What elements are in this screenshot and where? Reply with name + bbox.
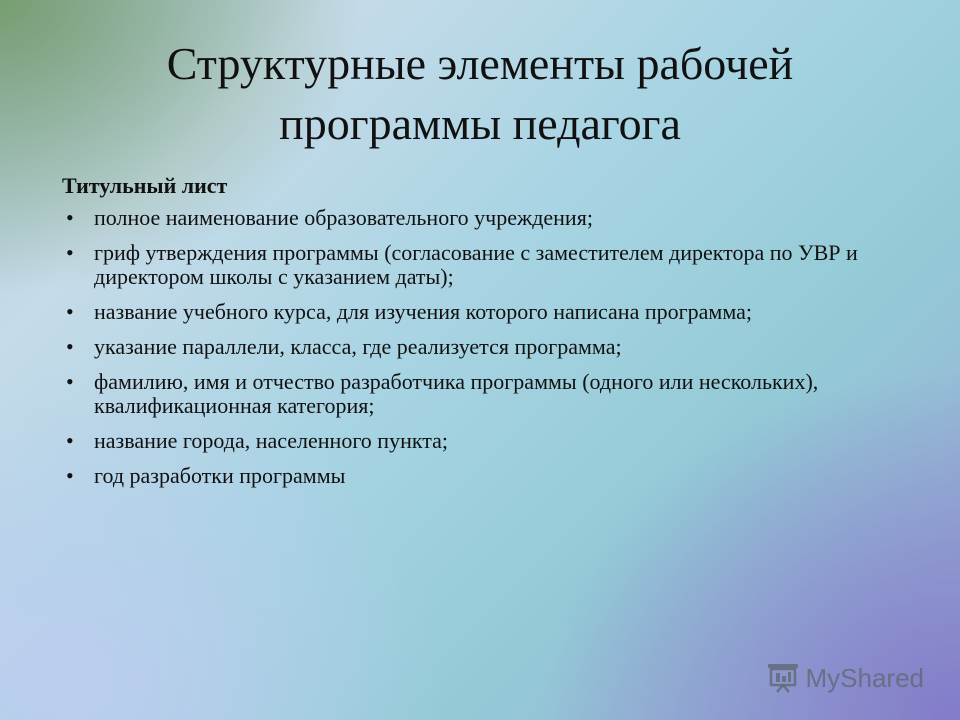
section-subheading: Титульный лист: [62, 173, 228, 198]
list-item-text: гриф утверждения программы (согласование с заместителем директора по УВР и директором школы с указанием даты);: [94, 240, 858, 289]
list-item: [62, 206, 922, 230]
slide-title: [80, 34, 880, 154]
slide-title-line-1: Структурные элементы рабочей: [166, 38, 794, 89]
bullet-marker: •: [66, 334, 74, 359]
list-item-text: фамилию, имя и отчество разработчика программы (одного или нескольких), квалификационная категория;: [94, 369, 819, 418]
list-item-text: полное наименование образовательного учреждения;: [94, 205, 593, 230]
list-item: [62, 370, 922, 418]
watermark-text: MyShared: [805, 662, 924, 693]
list-item: [62, 335, 922, 359]
list-item: [62, 429, 922, 453]
bullet-marker: •: [66, 240, 74, 265]
list-item-text: название учебного курса, для изучения которого написана программа;: [94, 299, 752, 324]
bullet-list: [62, 206, 922, 488]
myshared-watermark[interactable]: [766, 662, 925, 694]
bullet-marker: •: [66, 369, 74, 394]
bullet-marker: •: [66, 463, 74, 488]
projector-screen-icon: [766, 662, 800, 694]
bullet-marker: •: [66, 299, 74, 324]
list-item-text: указание параллели, класса, где реализуется программа;: [94, 334, 622, 359]
list-item-text: название города, населенного пункта;: [94, 428, 449, 453]
list-item: [62, 464, 922, 488]
list-item: [62, 241, 922, 289]
slide-content: [62, 172, 922, 499]
bullet-marker: •: [66, 205, 74, 230]
slide-title-line-2: программы педагога: [279, 98, 681, 149]
bullet-marker: •: [66, 428, 74, 453]
list-item-text: год разработки программы: [94, 463, 346, 488]
list-item: [62, 300, 922, 324]
